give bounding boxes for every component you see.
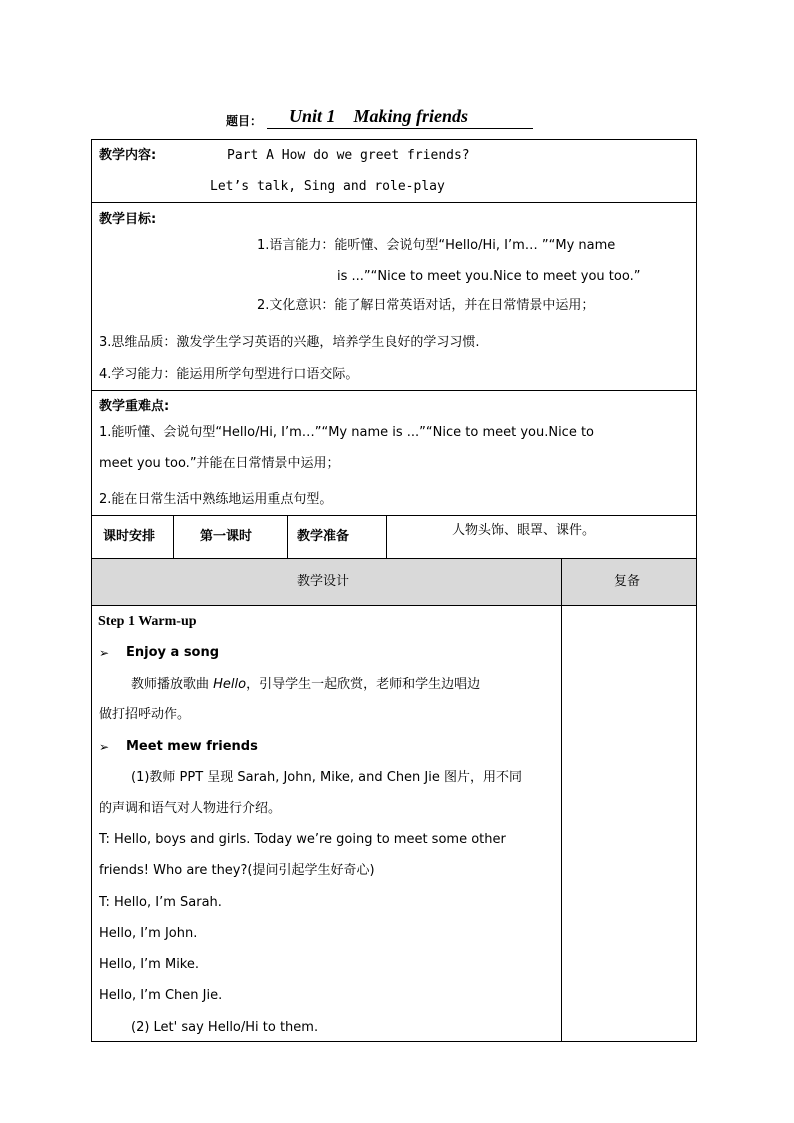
page-title xyxy=(0,106,794,132)
keypoint-2: 2.能在日常生活中熟练地运用重点句型。 xyxy=(99,492,333,507)
col-divider xyxy=(386,515,387,558)
row-divider xyxy=(91,202,697,203)
col-divider xyxy=(287,515,288,558)
keypoint-1b: meet you too.”并能在日常情景中运用； xyxy=(99,456,340,471)
goals-label: 教学目标: xyxy=(99,212,157,227)
schedule-value: 第一课时 xyxy=(200,529,253,544)
row-divider xyxy=(91,390,697,391)
para-1b: 做打招呼动作。 xyxy=(99,707,191,722)
dialog-6: (2) Let' say Hello/Hi to them. xyxy=(131,1020,319,1035)
para-2a: (1)教师 PPT 呈现 Sarah, John, Mike, and Chen Jie 图片，用不同 xyxy=(131,770,523,785)
arrow-bullet-icon: ➢ xyxy=(99,646,110,660)
title-label: 题目： xyxy=(226,114,263,128)
content-label: 教学内容: xyxy=(99,148,157,163)
dialog-1a: T: Hello, boys and girls. Today we’re going to meet some other xyxy=(99,832,506,847)
goal-2: 2.文化意识：能了解日常英语对话，并在日常情景中运用； xyxy=(257,298,595,313)
arrow-bullet-icon: ➢ xyxy=(99,740,110,754)
content-line-2: Let’s talk, Sing and role-play xyxy=(210,179,445,194)
dialog-2: T: Hello, I’m Sarah. xyxy=(99,895,222,910)
step-1-heading: Step 1 Warm-up xyxy=(98,614,197,629)
content-line-1: Part A How do we greet friends? xyxy=(227,148,470,163)
keypoint-1a: 1.能听懂、会说句型“Hello/Hi, I’m…”“My name is ...”“Nice to meet you.Nice to xyxy=(99,425,595,440)
goal-1a: 1.语言能力：能听懂、会说句型“Hello/Hi, I’m… ”“My name xyxy=(257,238,616,253)
design-header-left: 教学设计 xyxy=(297,574,350,589)
goal-4: 4.学习能力：能运用所学句型进行口语交际。 xyxy=(99,367,359,382)
goal-1b: is ...”“Nice to meet you.Nice to meet you too.” xyxy=(337,269,641,284)
bullet-enjoy-song: Enjoy a song xyxy=(126,645,220,660)
col-divider xyxy=(173,515,174,558)
design-header-bg xyxy=(92,559,696,605)
goal-3: 3.思维品质：激发学生学习英语的兴趣，培养学生良好的学习习惯. xyxy=(99,335,480,350)
col-divider xyxy=(561,558,562,1042)
para-1a: 教师播放歌曲 Hello，引导学生一起欣赏，老师和学生边唱边 xyxy=(131,677,481,692)
schedule-label: 课时安排 xyxy=(103,529,156,544)
prep-value: 人物头饰、眼罩、课件。 xyxy=(452,523,596,538)
prep-label: 教学准备 xyxy=(297,529,350,544)
row-divider xyxy=(91,605,697,606)
dialog-1b: friends! Who are they?(提问引起学生好奇心) xyxy=(99,863,375,878)
design-header-right: 复备 xyxy=(614,574,641,589)
keypoints-label: 教学重难点: xyxy=(99,399,170,414)
dialog-3: Hello, I’m John. xyxy=(99,926,198,941)
row-divider xyxy=(91,515,697,516)
dialog-5: Hello, I’m Chen Jie. xyxy=(99,988,223,1003)
title-text: Unit 1 Making friends xyxy=(267,106,533,129)
bullet-meet-friends: Meet mew friends xyxy=(126,739,258,754)
dialog-4: Hello, I’m Mike. xyxy=(99,957,200,972)
para-2b: 的声调和语气对人物进行介绍。 xyxy=(99,801,282,816)
